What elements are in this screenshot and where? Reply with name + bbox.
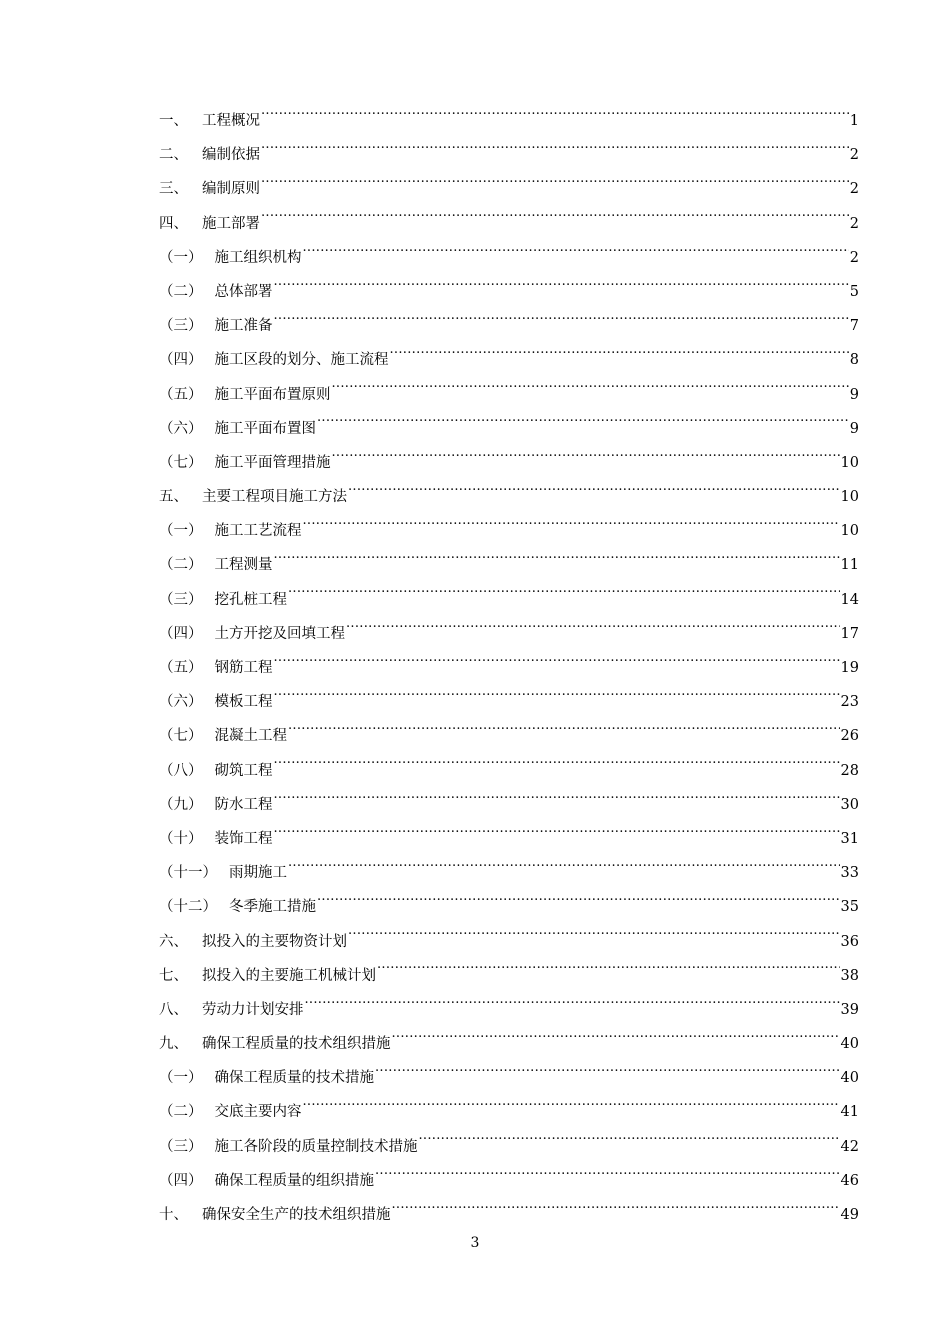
toc-entry-title: 工程概况 [202, 113, 260, 129]
toc-entry[interactable] [159, 548, 859, 582]
toc-entry-page: 2 [849, 147, 859, 164]
toc-entry[interactable] [159, 138, 859, 172]
toc-entry-title: 模板工程 [214, 694, 273, 711]
toc-entry[interactable] [159, 788, 859, 822]
toc-dot-leader [348, 931, 840, 946]
footer-page-number: 3 [470, 1235, 480, 1251]
toc-entry-number: 九、 [159, 1036, 188, 1053]
toc-entry-title: 防水工程 [214, 796, 273, 813]
toc-entry-page: 26 [840, 728, 859, 745]
toc-entry-page: 42 [840, 1138, 859, 1155]
toc-dot-leader [274, 555, 840, 570]
toc-dot-leader [375, 1170, 840, 1185]
toc-dot-leader [377, 965, 840, 980]
toc-dot-leader [348, 487, 840, 502]
toc-entry[interactable] [159, 1198, 859, 1232]
toc-entry-title: 确保工程质量的技术组织措施 [202, 1036, 391, 1053]
toc-dot-leader [332, 384, 849, 399]
toc-entry-page: 10 [840, 454, 859, 471]
toc-entry-title: 施工准备 [214, 318, 273, 335]
toc-entry-number: （三） [159, 591, 203, 608]
toc-entry-page: 1 [849, 113, 859, 129]
toc-dot-leader [419, 1136, 840, 1151]
toc-entry-page: 46 [840, 1172, 859, 1189]
toc-entry-page: 41 [840, 1104, 859, 1121]
toc-dot-leader [390, 350, 849, 365]
toc-entry-page: 39 [840, 1001, 859, 1018]
toc-entry-title: 挖孔桩工程 [214, 591, 287, 608]
toc-entry-page: 5 [849, 283, 859, 300]
toc-entry-number: （一） [159, 1070, 203, 1087]
toc-entry-number: 一、 [159, 113, 188, 129]
toc-entry-title: 拟投入的主要物资计划 [202, 933, 347, 950]
toc-entry-number: （二） [159, 557, 203, 574]
toc-entry-title: 确保工程质量的组织措施 [214, 1172, 374, 1189]
toc-entry-page: 7 [849, 318, 859, 335]
toc-entry-number: 四、 [159, 215, 188, 232]
toc-dot-leader [274, 281, 849, 296]
toc-dot-leader [317, 418, 849, 433]
toc-entry[interactable] [159, 1095, 859, 1129]
toc-dot-leader [261, 213, 849, 228]
toc-entry-title: 主要工程项目施工方法 [202, 489, 347, 506]
toc-dot-leader [274, 828, 840, 843]
toc-entry[interactable] [159, 719, 859, 753]
toc-entry-page: 40 [840, 1070, 859, 1087]
toc-entry-number: （七） [159, 454, 203, 471]
toc-entry-page: 28 [840, 762, 859, 779]
toc-entry-title: 施工组织机构 [214, 249, 302, 266]
toc-entry-number: （十一） [159, 865, 217, 882]
toc-entry-title: 装饰工程 [214, 830, 273, 847]
toc-dot-leader [303, 247, 849, 262]
toc-entry[interactable] [159, 241, 859, 275]
toc-dot-leader [261, 145, 849, 160]
toc-entry-page: 10 [840, 523, 859, 540]
toc-dot-leader [392, 1034, 840, 1049]
toc-entry-number: （四） [159, 1172, 203, 1189]
toc-entry-number: （三） [159, 1138, 203, 1155]
toc-entry-number: 三、 [159, 181, 188, 198]
toc-entry-number: （四） [159, 625, 203, 642]
toc-entry-title: 施工平面布置原则 [214, 386, 331, 403]
toc-entry-number: （二） [159, 1104, 203, 1121]
toc-dot-leader [274, 760, 840, 775]
toc-entry[interactable] [159, 617, 859, 651]
toc-entry-title: 编制依据 [202, 147, 260, 164]
toc-entry-title: 雨期施工 [229, 865, 287, 882]
toc-entry-title: 施工平面管理措施 [214, 454, 331, 471]
toc-entry-page: 36 [840, 933, 859, 950]
toc-entry-number: （五） [159, 660, 203, 676]
toc-dot-leader [303, 1102, 840, 1117]
table-of-contents [159, 104, 859, 1232]
toc-entry-title: 施工区段的划分、施工流程 [214, 352, 389, 369]
toc-entry-number: 六、 [159, 933, 188, 950]
toc-entry-page: 9 [849, 386, 859, 403]
toc-dot-leader [305, 999, 840, 1014]
toc-entry-page: 35 [840, 899, 859, 916]
toc-entry[interactable] [159, 754, 859, 788]
toc-dot-leader [392, 1205, 840, 1220]
toc-entry[interactable] [159, 104, 859, 138]
toc-entry-number: （三） [159, 318, 203, 335]
toc-dot-leader [274, 794, 840, 809]
toc-entry-page: 10 [840, 489, 859, 506]
toc-entry-number: 十、 [159, 1207, 188, 1223]
toc-entry-title: 施工部署 [202, 215, 260, 232]
toc-entry-title: 混凝土工程 [214, 728, 287, 745]
toc-entry[interactable] [159, 1061, 859, 1095]
toc-entry-number: （一） [159, 249, 203, 266]
toc-entry-number: （八） [159, 762, 203, 779]
toc-entry-page: 23 [840, 694, 859, 711]
toc-entry-title: 砌筑工程 [214, 762, 273, 779]
toc-entry-number: （六） [159, 420, 203, 437]
toc-entry-number: 七、 [159, 967, 188, 984]
toc-entry-page: 14 [840, 591, 859, 608]
toc-entry[interactable] [159, 412, 859, 446]
toc-entry-title: 施工各阶段的质量控制技术措施 [214, 1138, 418, 1155]
toc-entry-title: 拟投入的主要施工机械计划 [202, 967, 376, 984]
toc-entry[interactable] [159, 309, 859, 343]
toc-entry[interactable] [159, 856, 859, 890]
toc-entry[interactable] [159, 1130, 859, 1164]
toc-entry-number: 二、 [159, 147, 188, 164]
toc-entry[interactable] [159, 925, 859, 959]
toc-dot-leader [346, 623, 840, 638]
toc-entry-page: 9 [849, 420, 859, 437]
toc-entry[interactable] [159, 651, 859, 685]
toc-entry-number: （五） [159, 386, 203, 403]
toc-entry[interactable] [159, 685, 859, 719]
toc-entry-title: 施工工艺流程 [214, 523, 302, 540]
toc-entry[interactable] [159, 959, 859, 993]
toc-entry-title: 钢筋工程 [214, 660, 273, 676]
toc-entry-title: 冬季施工措施 [229, 899, 316, 916]
toc-entry-number: （十） [159, 830, 203, 847]
toc-entry-title: 工程测量 [214, 557, 273, 574]
toc-entry-number: 八、 [159, 1001, 188, 1018]
toc-entry-page: 38 [840, 967, 859, 984]
toc-dot-leader [274, 658, 840, 673]
toc-entry-title: 劳动力计划安排 [202, 1001, 304, 1018]
toc-entry[interactable] [159, 1027, 859, 1061]
toc-entry-page: 2 [849, 215, 859, 232]
toc-entry-title: 编制原则 [202, 181, 260, 198]
toc-dot-leader [375, 1068, 840, 1083]
toc-entry[interactable] [159, 378, 859, 412]
toc-entry-page: 49 [840, 1207, 859, 1223]
toc-dot-leader [274, 316, 849, 331]
toc-entry-number: （一） [159, 523, 203, 540]
toc-entry-title: 土方开挖及回填工程 [214, 625, 345, 642]
toc-dot-leader [261, 111, 849, 126]
toc-dot-leader [317, 897, 840, 912]
toc-entry[interactable] [159, 343, 859, 377]
toc-entry-title: 确保安全生产的技术组织措施 [202, 1207, 391, 1223]
toc-entry-number: （九） [159, 796, 203, 813]
toc-entry-page: 17 [840, 625, 859, 642]
toc-entry-title: 交底主要内容 [214, 1104, 302, 1121]
toc-entry-number: （四） [159, 352, 203, 369]
toc-entry-page: 30 [840, 796, 859, 813]
toc-entry-number: （七） [159, 728, 203, 745]
toc-entry[interactable] [159, 207, 859, 241]
toc-entry-number: （十二） [159, 899, 217, 916]
toc-entry[interactable] [159, 480, 859, 514]
toc-dot-leader [288, 726, 840, 741]
toc-entry[interactable] [159, 446, 859, 480]
toc-entry-title: 确保工程质量的技术措施 [214, 1070, 374, 1087]
toc-dot-leader [274, 692, 840, 707]
toc-entry-page: 19 [840, 660, 859, 676]
toc-dot-leader [288, 589, 840, 604]
toc-entry[interactable] [159, 890, 859, 924]
toc-entry[interactable] [159, 822, 859, 856]
toc-entry-title: 总体部署 [214, 283, 273, 300]
toc-entry-page: 8 [849, 352, 859, 369]
toc-entry[interactable] [159, 1164, 859, 1198]
toc-entry-number: （六） [159, 694, 203, 711]
toc-entry-page: 2 [849, 249, 859, 266]
toc-entry-number: （二） [159, 283, 203, 300]
toc-entry[interactable] [159, 172, 859, 206]
toc-entry[interactable] [159, 275, 859, 309]
toc-dot-leader [303, 521, 840, 536]
toc-entry-page: 2 [849, 181, 859, 198]
toc-entry-page: 40 [840, 1036, 859, 1053]
toc-entry[interactable] [159, 514, 859, 548]
toc-dot-leader [288, 863, 840, 878]
toc-dot-leader [332, 452, 840, 467]
toc-entry-page: 31 [840, 830, 859, 847]
toc-entry-title: 施工平面布置图 [214, 420, 316, 437]
toc-entry-page: 33 [840, 865, 859, 882]
toc-entry-number: 五、 [159, 489, 188, 506]
toc-dot-leader [261, 179, 849, 194]
toc-entry[interactable] [159, 993, 859, 1027]
toc-entry[interactable] [159, 583, 859, 617]
toc-entry-page: 11 [840, 557, 859, 574]
